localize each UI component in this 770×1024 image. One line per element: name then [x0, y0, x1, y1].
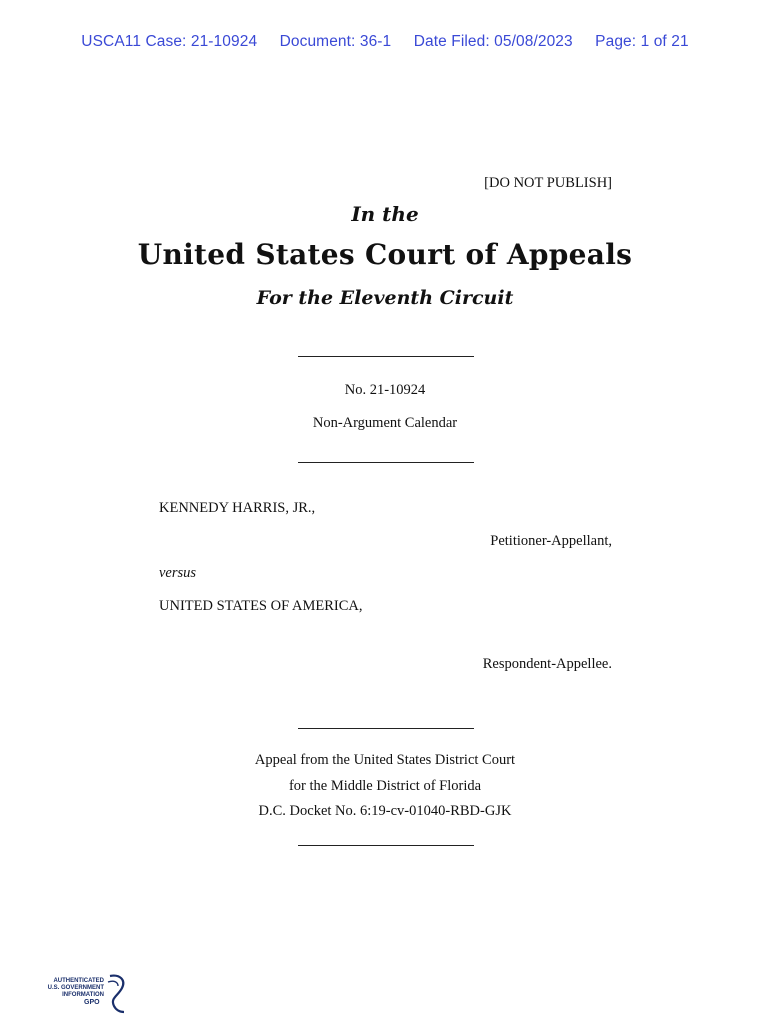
- petitioner-role: Petitioner-Appellant,: [490, 533, 612, 549]
- respondent-role: Respondent-Appellee.: [482, 656, 612, 672]
- divider-rule: [298, 462, 474, 463]
- court-intro: In the: [351, 202, 419, 226]
- divider-rule: [298, 728, 474, 729]
- case-number-stamp: USCA11 Case: 21-10924: [81, 33, 258, 50]
- divider-rule: [298, 845, 474, 846]
- divider-rule: [298, 356, 474, 357]
- respondent-name: UNITED STATES OF AMERICA,: [159, 598, 363, 614]
- gpo-text-line: AUTHENTICATED: [53, 978, 104, 984]
- case-number: No. 21-10924: [344, 382, 426, 398]
- circuit-name: For the Eleventh Circuit: [256, 287, 514, 309]
- publish-notice: [DO NOT PUBLISH]: [484, 175, 612, 191]
- gpo-authentication-logo: [44, 972, 128, 1016]
- versus-label: versus: [159, 565, 197, 581]
- appeal-line-2: for the Middle District of Florida: [288, 778, 482, 794]
- appeal-line-1: Appeal from the United States District Court: [254, 752, 516, 768]
- petitioner-name: KENNEDY HARRIS, JR.,: [159, 500, 316, 516]
- date-filed-stamp: Date Filed: 05/08/2023: [413, 33, 573, 50]
- calendar-type: Non-Argument Calendar: [312, 415, 458, 431]
- gpo-mark-text: GPO: [84, 999, 100, 1006]
- docket-number: D.C. Docket No. 6:19-cv-01040-RBD-GJK: [258, 803, 512, 819]
- filing-header: [0, 33, 770, 51]
- eagle-icon: [106, 972, 128, 1016]
- gpo-text-line: U.S. GOVERNMENT: [47, 985, 104, 991]
- page-number-stamp: Page: 1 of 21: [595, 33, 689, 50]
- court-name: United States Court of Appeals: [137, 238, 633, 271]
- document-number-stamp: Document: 36-1: [279, 33, 392, 50]
- gpo-text-line: INFORMATION: [62, 992, 104, 998]
